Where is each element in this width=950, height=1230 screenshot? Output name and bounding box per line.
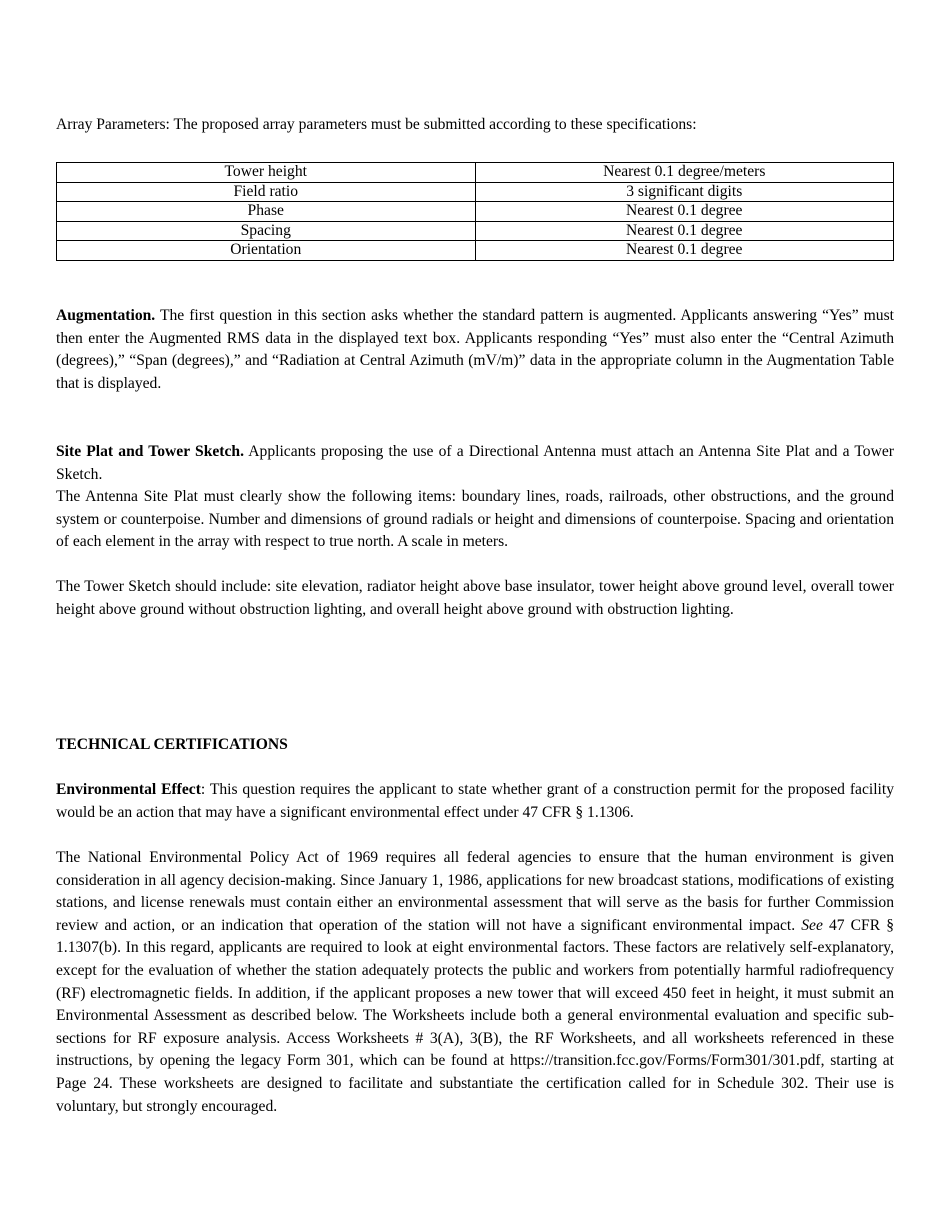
table-row — [57, 241, 894, 261]
nepa-text-a: The National Environmental Policy Act of 1969 requires all federal agencies to ensure that the human environment is given consideration in all agency decision-making. Since January 1, 1986, applications for new broadcast stations, modifications of existing stations, and license renewals must contain either an environmental assessment that will serve as the basis for further Commission review and action, or an indication that operation of the station will not have a significant environmental impact. — [56, 849, 894, 934]
param-cell: Field ratio — [57, 182, 476, 202]
environmental-effect-section — [56, 779, 894, 824]
precision-cell: Nearest 0.1 degree — [475, 241, 894, 261]
augmentation-heading: Augmentation. — [56, 307, 156, 324]
param-cell: Phase — [57, 202, 476, 222]
array-parameters-table — [56, 162, 894, 261]
augmentation-text: The first question in this section asks whether the standard pattern is augmented. Applicants answering “Yes” must then enter the Augmented RMS data in the displayed text box. Applicants responding “Yes” must also enter the “Central Azimuth (degrees),” “Span (degrees),” and “Radiation at Central Azimuth (mV/m)” data in the appropriate column in the Augmentation Table that is displayed. — [56, 307, 894, 392]
table-row — [57, 182, 894, 202]
array-parameters-intro — [56, 114, 894, 137]
technical-certifications-heading — [56, 734, 894, 757]
tower-sketch-paragraph: The Tower Sketch should include: site elevation, radiator height above base insulator, tower height above ground level, overall tower height above ground without obstruction lighting, and overall height above ground with obstruction lighting. — [56, 578, 894, 618]
tower-sketch-section — [56, 576, 894, 621]
nepa-text-b: 47 CFR § 1.1307(b). In this regard, applicants are required to look at eight environmental factors. These factors are relatively self-explanatory, except for the evaluation of whether the station adequately protects the public and workers from potentially harmful radiofrequency (RF) electromagnetic fields. In addition, if the applicant proposes a new tower that will exceed 450 feet in height, it must submit an Environmental Assessment as described below. The Worksheets include both a general environmental evaluation and specific sub-sections for RF exposure analysis. Access Worksheets # 3(A), 3(B), the RF Worksheets, and all worksheets referenced in these instructions, by opening the legacy Form 301, which can be found at https://transition.fcc.gov/Forms/Form301/301.pdf, starting at Page 24. These worksheets are designed to facilitate and substantiate the certification called for in Schedule 302. Their use is voluntary, but strongly encouraged. — [56, 916, 895, 1115]
table-row — [57, 163, 894, 183]
site-plat-section — [56, 441, 894, 554]
environmental-text: : This question requires the applicant to state whether grant of a construction permit for the proposed facility would be an action that may have a significant environmental effect under 47 CFR § 1.1306. — [56, 781, 894, 821]
augmentation-paragraph — [56, 305, 894, 395]
section-heading: TECHNICAL CERTIFICATIONS — [56, 736, 288, 753]
augmentation-section — [56, 305, 894, 395]
nepa-paragraph — [56, 847, 894, 1118]
see-citation: See — [801, 916, 823, 934]
precision-cell: Nearest 0.1 degree/meters — [475, 163, 894, 183]
precision-cell: Nearest 0.1 degree — [475, 202, 894, 222]
precision-cell: Nearest 0.1 degree — [475, 221, 894, 241]
environmental-paragraph — [56, 779, 894, 824]
param-cell: Tower height — [57, 163, 476, 183]
intro-text: Array Parameters: The proposed array parameters must be submitted according to these specifications: — [56, 116, 697, 133]
site-plat-items-paragraph: The Antenna Site Plat must clearly show the following items: boundary lines, roads, railroads, other obstructions, and the ground system or counterpoise. Number and dimensions of ground radials or height and dimensions of counterpoise. Spacing and orientation of each element in the array with respect to true north. A scale in meters. — [56, 488, 894, 551]
site-plat-paragraph — [56, 441, 894, 486]
precision-cell: 3 significant digits — [475, 182, 894, 202]
nepa-section — [56, 847, 894, 1118]
param-cell: Orientation — [57, 241, 476, 261]
table-row — [57, 202, 894, 222]
table-row — [57, 221, 894, 241]
environmental-heading: Environmental Effect — [56, 781, 201, 798]
site-plat-heading: Site Plat and Tower Sketch. — [56, 443, 244, 460]
site-plat-text: Applicants proposing the use of a Directional Antenna must attach an Antenna Site Plat and a Tower Sketch. — [56, 443, 894, 483]
param-cell: Spacing — [57, 221, 476, 241]
